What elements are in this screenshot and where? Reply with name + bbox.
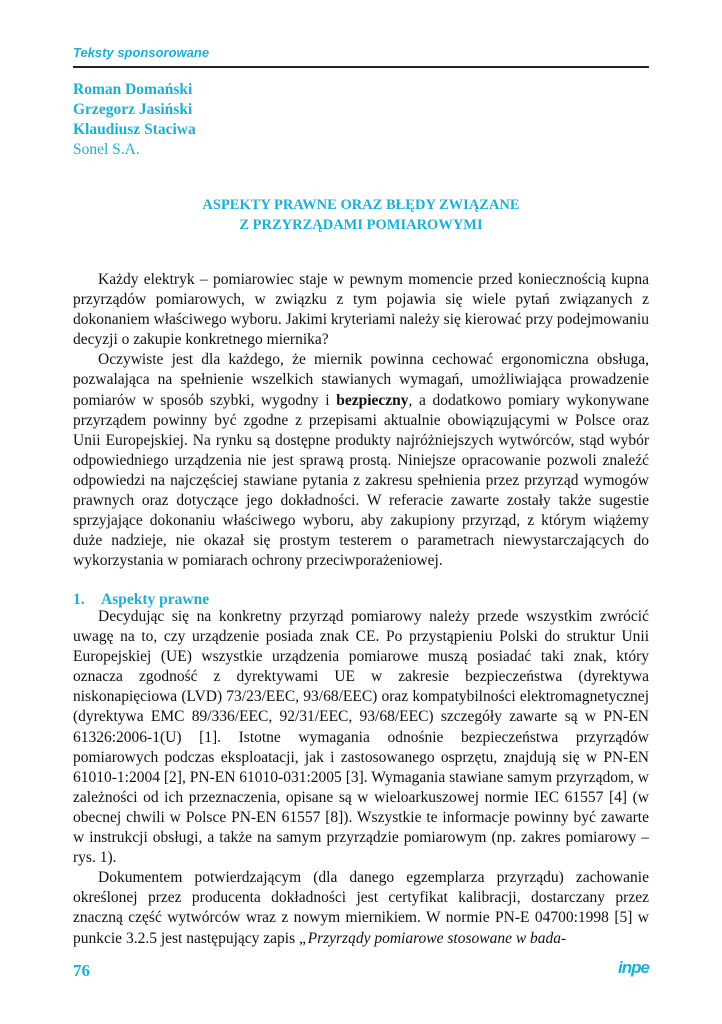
author-company: Sonel S.A. xyxy=(73,141,140,158)
author-block xyxy=(73,80,196,160)
paragraph: Decydując się na konkretny przyrząd pomiarowy należy przede wszystkim zwrócić uwagę na to, czy urządzenie posiada znak CE. Po przystąpieniu Polski do struktur Unii Europejskiej (UE) wszystkie urządzenia pomiarowe muszą posiadać taki znak, który oznacza zgodność z dyrektywami UE w zakresie bezpieczeństwa (dyrektywa niskonapięciowa (LVD) 73/23/EEC, 93/68/EEC) oraz kompatybilności elektromagnetycznej (dyrektywa EMC 89/336/EEC, 92/31/EEC, 93/68/EEC) szczegóły zawarte są w PN-EN 61326:2006-1(U) [1]. Istotne wymagania odnośnie bezpieczeństwa przyrządów pomiarowych podczas eksploatacji, jak i zastosowanego osprzętu, znajdują się w PN-EN 61010-1:2004 [2], PN-EN 61010-031:2005 [3]. Wymagania stawiane samym przyrządom, w zależności od ich przeznaczenia, opisane są w wieloarkuszowej normie IEC 61557 [4] (w obecnej chwili w Polsce PN-EN 61557 [8]). Wszystkie te informacje powinny być zawarte w instrukcji obsługi, a także na samym przyrządzie pomiarowym (np. zakres pomiarowy – rys. 1). xyxy=(73,608,649,867)
section-number: 1. xyxy=(73,591,85,608)
text-run: , a dodatkowo pomiary wykonywane przyrządem powinny być zgodne z przepisami aktualnie obowiązującymi w Polsce oraz Unii Europejskiej. Na rynku są dostępne produkty najróżniejszych wytwórców, stąd wybór odpowiedniego urządzenia nie jest sprawą prostą. Niniejsze opracowanie pozwoli znaleźć odpowiedzi na najczęściej stawiane pytania z zakresu spełnienia przez przyrząd wymogów prawnych oraz dotyczące jego dokładności. W referacie zawarte zostały także sugestie sprzyjające dokonaniu właściwego wyboru, aby zakupiony przyrząd, z którym wiążemy duże nadzieje, nie okazał się prostym testerem o parametrach niewystarczających do wykorzystania w pomiarach ochrony przeciwporażeniowej. xyxy=(73,391,649,570)
title-line: Z PRZYRZĄDAMI POMIAROWYMI xyxy=(239,217,483,233)
bold-text: bezpieczny xyxy=(336,391,409,409)
author-name: Grzegorz Jasiński xyxy=(73,101,193,118)
page-number: 76 xyxy=(73,961,90,980)
paragraph: Każdy elektryk – pomiarowiec staje w pewnym momencie przed koniecznością kupna przyrządów pomiarowych, w związku z tym pojawia się wiele pytań związanych z dokonaniem właściwego wyboru. Jakimi kryteriami należy się kierować przy podejmowaniu decyzji o zakupie konkretnego miernika? xyxy=(73,271,649,349)
header-divider xyxy=(73,66,649,68)
publisher-logo: inpe xyxy=(618,958,649,977)
section-title: Aspekty prawne xyxy=(101,591,210,608)
intro-text xyxy=(73,270,649,571)
text-run: Oczywiste jest dla każdego, że miernik powinna cechować ergonomiczna obsługa, pozwalająca na spełnienie wszelkich stawianych wymagań, umożliwiająca prowadzenie pomiarów w sposób szybki, wygodny i xyxy=(73,351,649,409)
paragraph xyxy=(73,868,649,948)
section-label: Teksty sponsorowane xyxy=(73,45,210,60)
author-name: Klaudiusz Staciwa xyxy=(73,121,196,138)
title-line: ASPEKTY PRAWNE ORAZ BŁĘDY ZWIĄZANE xyxy=(202,197,520,213)
article-title xyxy=(73,195,649,235)
italic-text: „Przyrządy pomiarowe stosowane w bada- xyxy=(298,929,567,947)
text-run: Dokumentem potwierdzającym (dla danego egzemplarza przyrządu) zachowanie określonej przez producenta dokładności jest certyfikat kalibracji, dostarczany przez znaczną część wytwórców wraz z nowym miernikiem. W normie PN-E 04700:1998 [5] w punkcie 3.2.5 jest następujący zapis xyxy=(73,869,649,947)
section-text xyxy=(73,607,649,949)
author-name: Roman Domański xyxy=(73,81,193,98)
paragraph xyxy=(73,350,649,571)
